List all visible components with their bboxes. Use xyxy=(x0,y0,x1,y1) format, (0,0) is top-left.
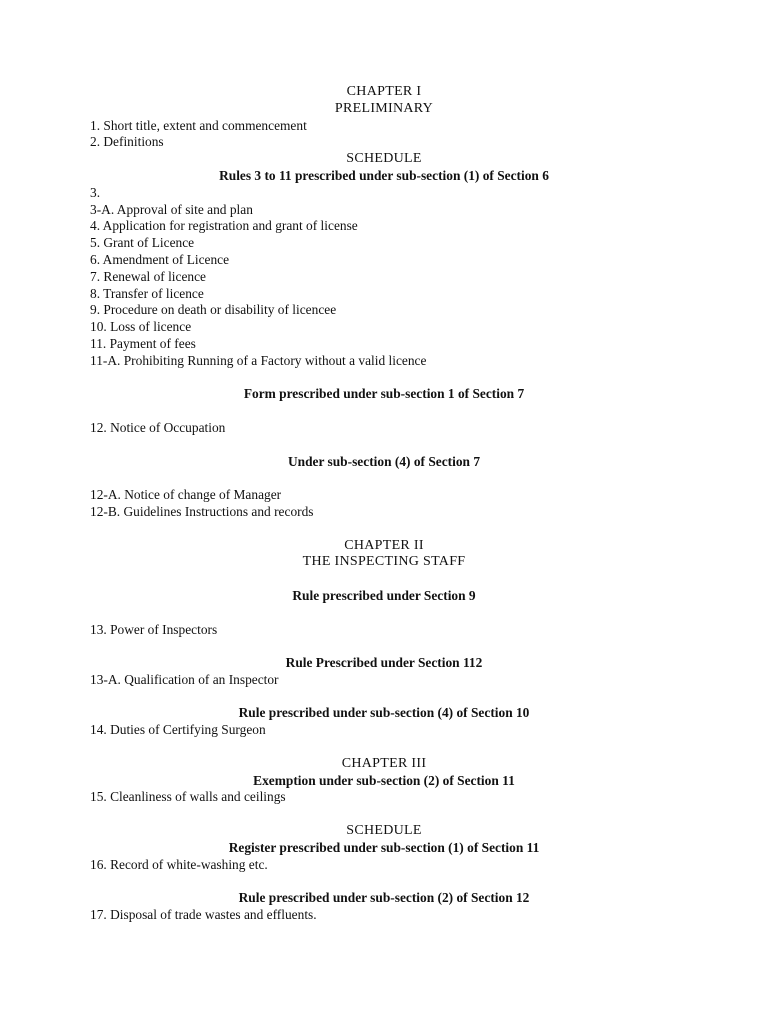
toc-item: 3. xyxy=(90,184,101,200)
document-page xyxy=(0,84,768,924)
toc-item: 11-A. Prohibiting Running of a Factory without a valid licence xyxy=(90,352,427,368)
chapter-3-title: CHAPTER III xyxy=(341,755,427,771)
toc-item: 12-B. Guidelines Instructions and records xyxy=(90,503,314,519)
toc-item: 13-A. Qualification of an Inspector xyxy=(90,671,279,687)
chapter-2-subtitle: THE INSPECTING STAFF xyxy=(302,554,466,570)
toc-item: 14. Duties of Certifying Surgeon xyxy=(90,722,266,738)
sub-7-heading: Under sub-section (4) of Section 7 xyxy=(287,453,481,469)
chapter-2-title: CHAPTER II xyxy=(344,537,424,553)
toc-item: 16. Record of white-washing etc. xyxy=(90,856,268,872)
chapter-1-subtitle: PRELIMINARY xyxy=(334,100,434,116)
toc-item: 1. Short title, extent and commencement xyxy=(90,117,307,133)
toc-item: 12. Notice of Occupation xyxy=(90,419,226,435)
toc-item: 3-A. Approval of site and plan xyxy=(90,201,253,217)
toc-item: 15. Cleanliness of walls and ceilings xyxy=(90,789,286,805)
chapter-1-title: CHAPTER I xyxy=(346,84,422,99)
toc-item: 2. Definitions xyxy=(90,134,164,150)
rule-10-heading: Rule prescribed under sub-section (4) of Section 10 xyxy=(238,705,530,721)
toc-item: 10. Loss of licence xyxy=(90,319,192,335)
toc-item: 12-A. Notice of change of Manager xyxy=(90,487,282,503)
toc-item: 13. Power of Inspectors xyxy=(90,621,218,637)
chapter-3-heading: Exemption under sub-section (2) of Section 11 xyxy=(253,772,515,788)
schedule-1-title: SCHEDULE xyxy=(346,151,422,167)
toc-item: 17. Disposal of trade wastes and effluents. xyxy=(90,907,317,923)
toc-item: 11. Payment of fees xyxy=(90,335,196,351)
schedule-2-heading: Register prescribed under sub-section (1) of Section 11 xyxy=(228,839,540,855)
toc-item: 5. Grant of Licence xyxy=(90,235,195,251)
schedule-1-heading: Rules 3 to 11 prescribed under sub-section (1) of Section 6 xyxy=(219,167,549,183)
rule-12-heading: Rule prescribed under sub-section (2) of Section 12 xyxy=(238,890,530,906)
form-7-heading: Form prescribed under sub-section 1 of Section 7 xyxy=(243,386,525,402)
toc-item: 7. Renewal of licence xyxy=(90,268,206,284)
toc-item: 9. Procedure on death or disability of licencee xyxy=(90,302,337,318)
schedule-2-title: SCHEDULE xyxy=(346,823,422,839)
toc-item: 8. Transfer of licence xyxy=(90,285,204,301)
rule-112-heading: Rule Prescribed under Section 112 xyxy=(285,655,483,671)
toc-item: 4. Application for registration and grant of license xyxy=(90,218,358,234)
toc-item: 6. Amendment of Licence xyxy=(90,251,230,267)
rule-9-heading: Rule prescribed under Section 9 xyxy=(292,587,476,603)
